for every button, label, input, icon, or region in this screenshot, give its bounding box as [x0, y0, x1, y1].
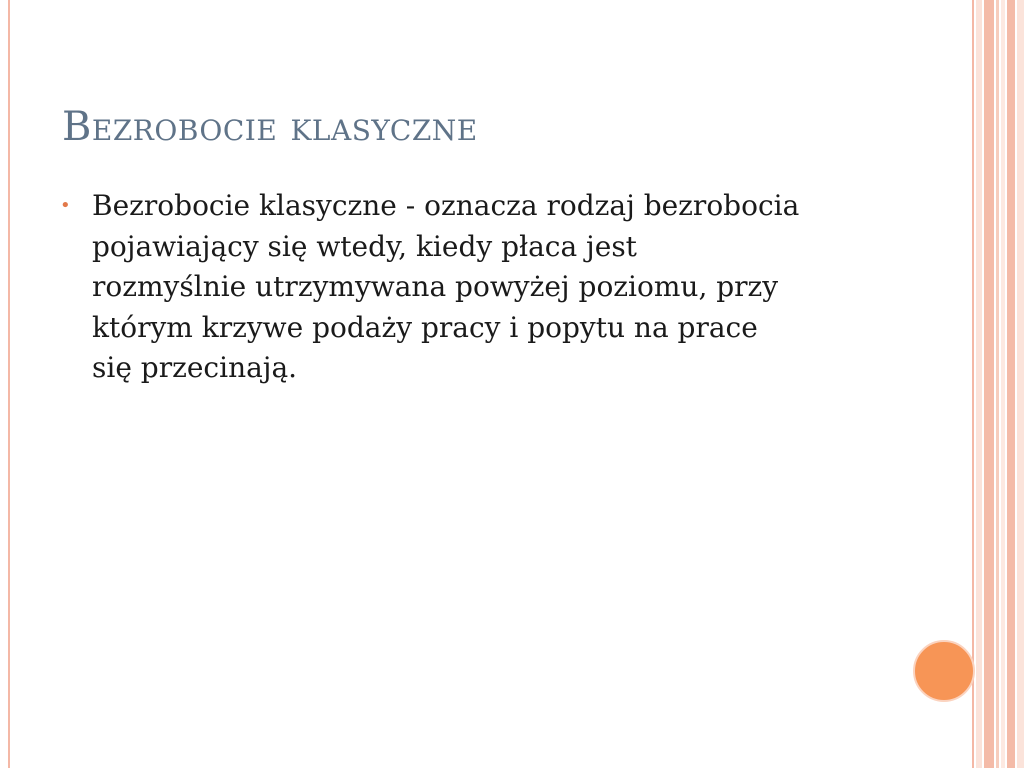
bullet-marker: • — [60, 195, 71, 216]
bullet-line: się przecinają. — [92, 351, 298, 384]
decorative-stripe — [1001, 0, 1005, 768]
decorative-stripe — [996, 0, 999, 768]
decorative-stripe — [1017, 0, 1024, 768]
bullet-line: pojawiający się wtedy, kiedy płaca jest — [92, 229, 637, 263]
decorative-stripe — [976, 0, 982, 768]
slide-title: Bezrobocie klasyczne — [62, 104, 478, 150]
bullet-item — [60, 186, 880, 389]
bullet-line: którym krzywe podaży pracy i popytu na prace — [92, 310, 758, 344]
decorative-circle — [913, 640, 975, 702]
bullet-text — [92, 186, 880, 389]
decorative-stripe — [1007, 0, 1015, 768]
slide-body — [60, 186, 880, 389]
decorative-stripe — [984, 0, 994, 768]
bullet-line: Bezrobocie klasyczne - oznacza rodzaj bezrobocia — [92, 189, 800, 222]
bullet-line: rozmyślnie utrzymywana powyżej poziomu, przy — [92, 270, 779, 303]
